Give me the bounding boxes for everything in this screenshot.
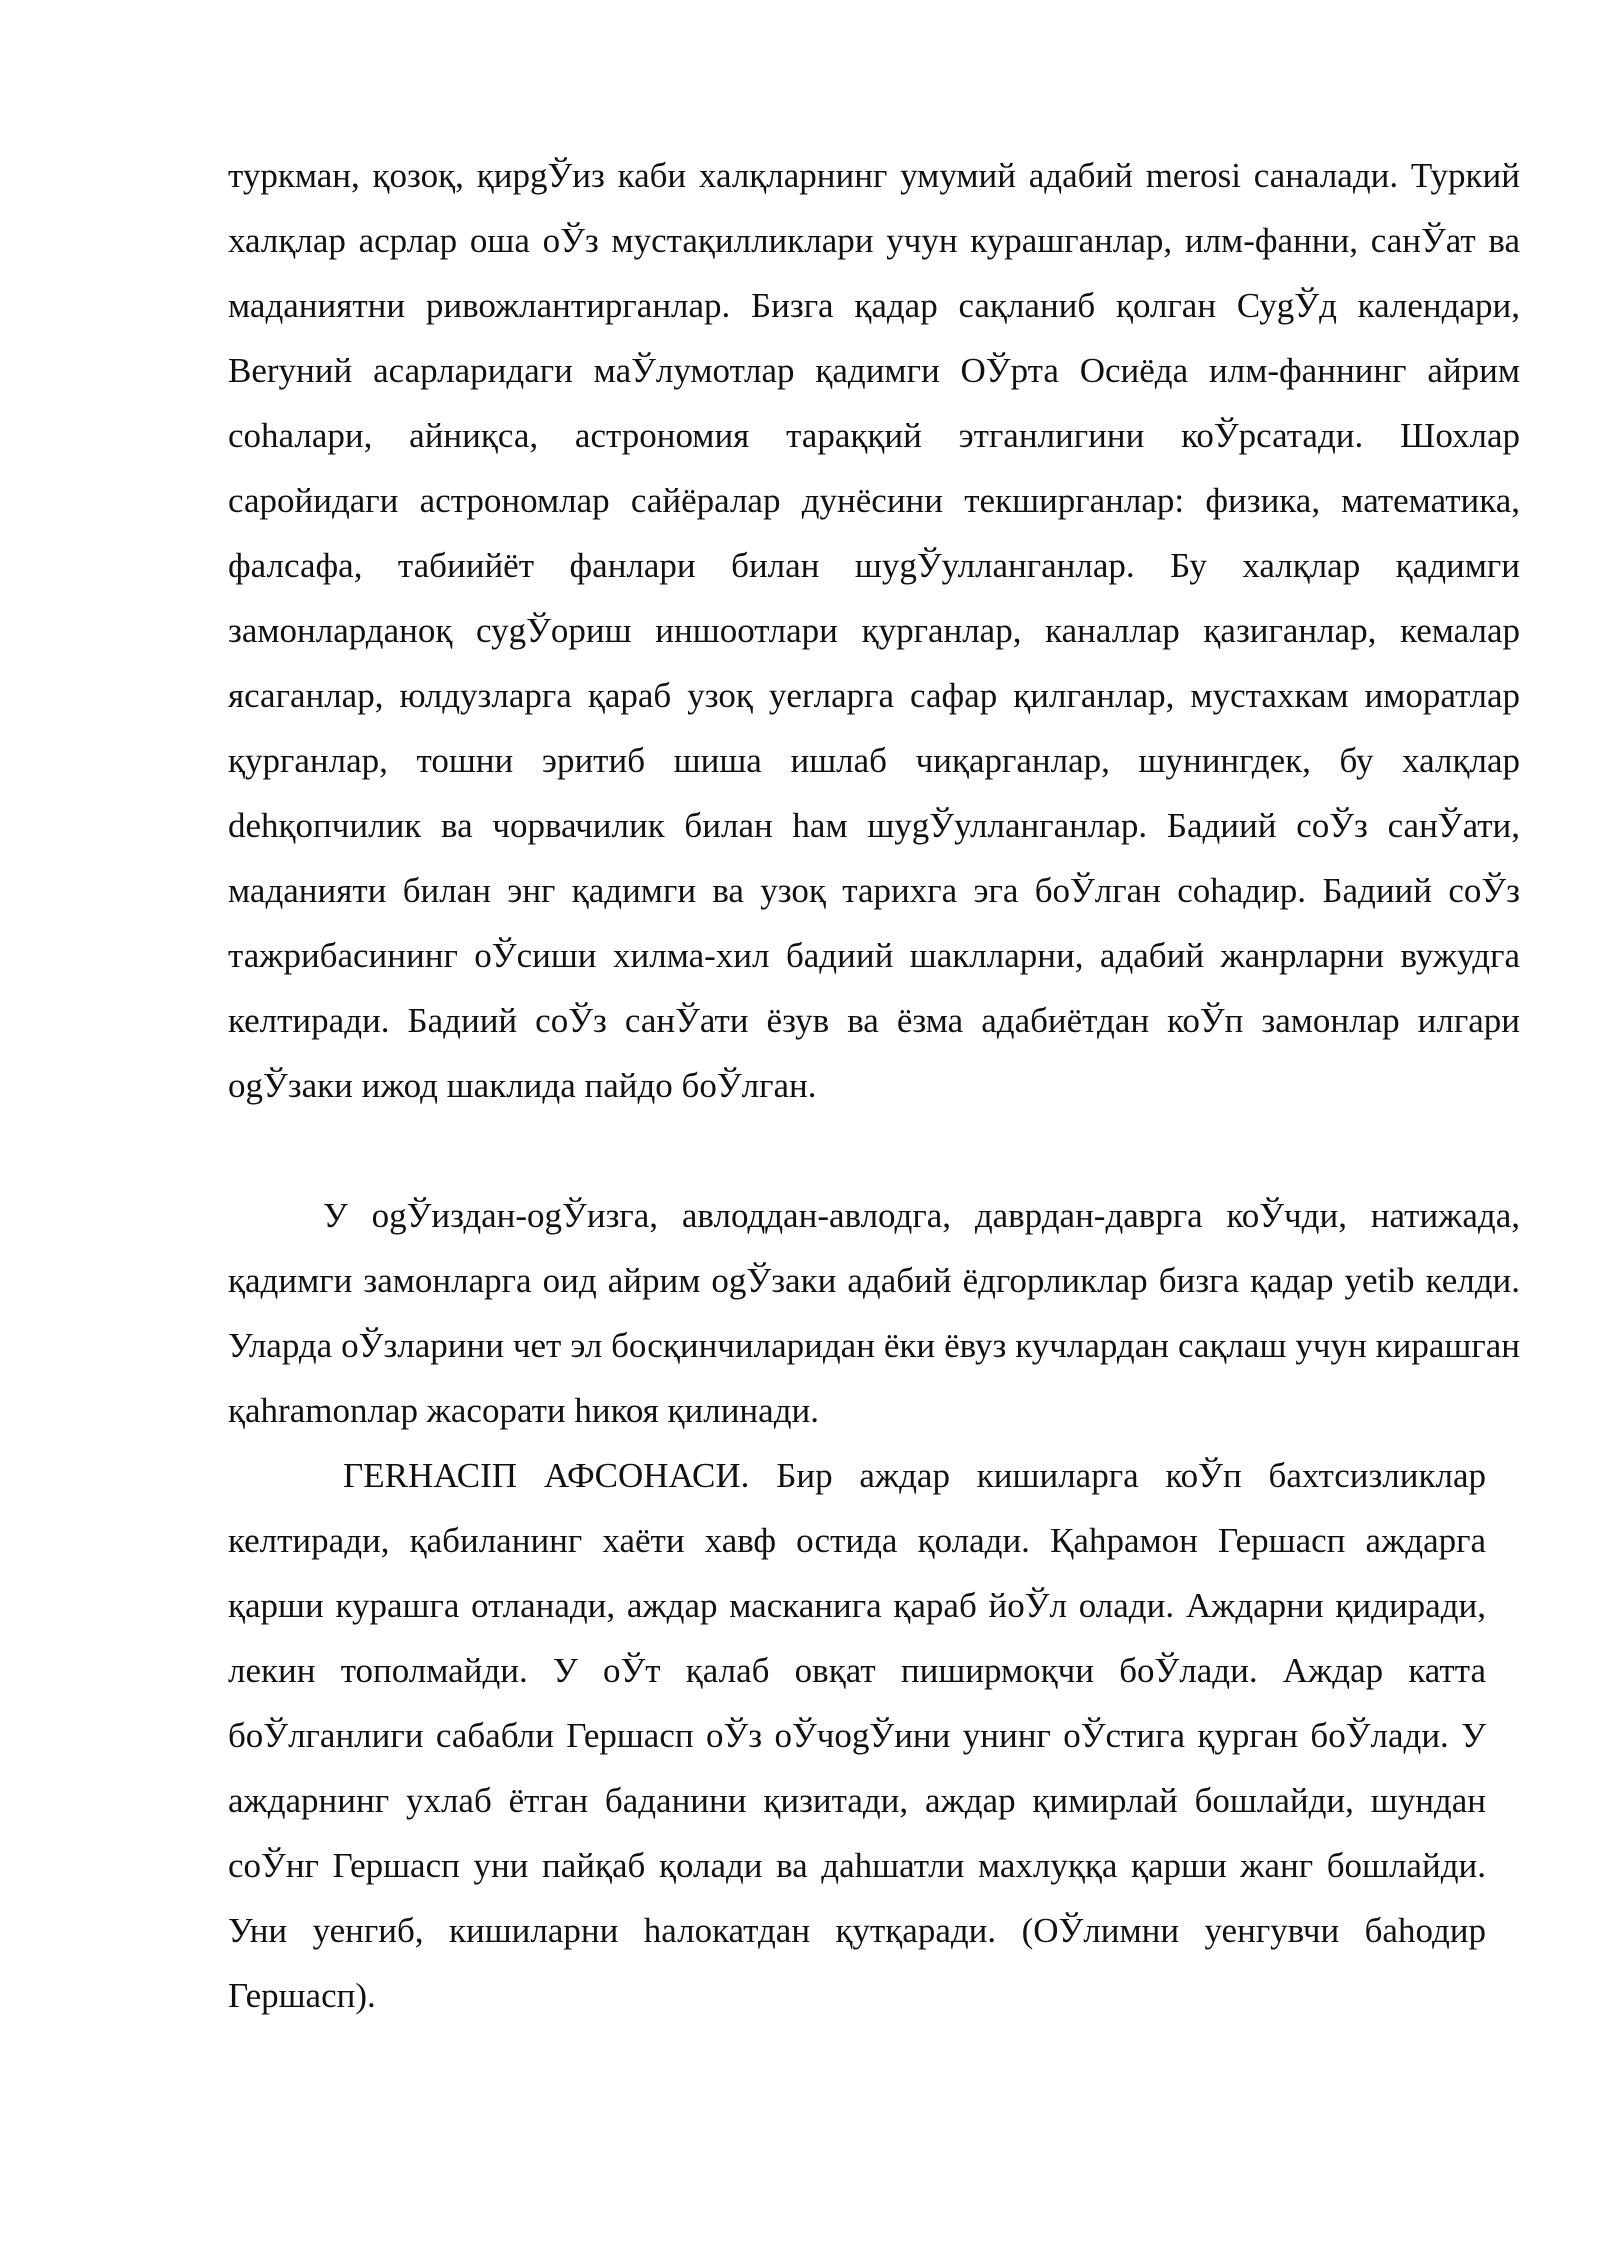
paragraph: туркман, қозоқ, қирgЎиз каби халқларнинг умумий адабий merosi саналади. Туркий халқлар асрлар оша оЎз мустақилликлари учун курашганлар, илм-фанни, санЎат ва маданиятни ривожлантирганлар. Бизга қадар сақланиб қолган СуgЎд календари, Веrуний асарларидаги маЎлумотлар қадимги ОЎрта Осиёда илм-фаннинг айрим соhалари, айниқса, астрономия тараққий этганлигини коЎрсатади. Шохлар саройидаги астрономлар сайёралар дунёсини текширганлар: физика, математика, фалсафа, табиийёт фанлари билан шуgЎулланганлар. Бу халқлар қадимги замонларданоқ суgЎориш иншоотлари қурганлар, каналлар қазиганлар, кемалар ясаганлар, юлдузларга қараб узоқ yerларга сафар қилганлар, мустахкам иморатлар қурганлар, тошни эритиб шиша ишлаб чиқарганлар, шунингдек, бу халқлар dehқопчилик ва чорвачилик билан hам шуgЎулланганлар. Бадиий соЎз санЎати, маданияти билан энг қадимги ва узоқ тарихга эга боЎлган соhадир. Бадиий соЎз тажрибасининг оЎсиши хилма-хил бадиий шаклларни, адабий жанрларни вужудга келтиради. Бадиий соЎз санЎати ёзув ва ёзма адабиётдан коЎп замонлар илгари оgЎзаки ижод шаклида пайдо боЎлган. bbox=[228, 156, 1520, 1105]
paragraph-block bbox=[228, 1183, 1520, 1443]
paragraph-block bbox=[228, 143, 1520, 1118]
paragraph: ГЕRНАСІП АФСОНАСИ. Бир аждар кишиларга коЎп бахтсизликлар келтиради, қабиланинг хаёти хавф остида қолади. Қаhрамон Гершасп аждарга қарши курашга отланади, аждар масканига қараб йоЎл олади. Аждарни қидиради, лекин тополмайди. У оЎт қалаб овқат пиширмоқчи боЎлади. Аждар катта боЎлганлиги сабабли Гершасп оЎз оЎчоgЎини унинг оЎстига қурган боЎлади. У аждарнинг ухлаб ётган баданини қизитади, аждар қимирлай бошлайди, шундан соЎнг Гершасп уни пайқаб қолади ва даhшатли махлуққа қарши жанг бошлайди. Уни уенгиб, кишиларни hалокатдан қутқаради. (ОЎлимни уенгувчи баhодир Гершасп). bbox=[228, 1456, 1486, 2015]
paragraph-block bbox=[228, 1443, 1486, 2028]
paragraph: У оgЎиздан-оgЎизга, авлоддан-авлодга, даврдан-даврга коЎчди, натижада, қадимги замонларга оид айрим оgЎзаки адабий ёдгорликлар бизга қадар yetib келди. Уларда оЎзларини чет эл босқинчиларидан ёки ёвуз кучлардан сақлаш учун кирашган қаhramonлар жасорати hикоя қилинади. bbox=[228, 1196, 1521, 1430]
